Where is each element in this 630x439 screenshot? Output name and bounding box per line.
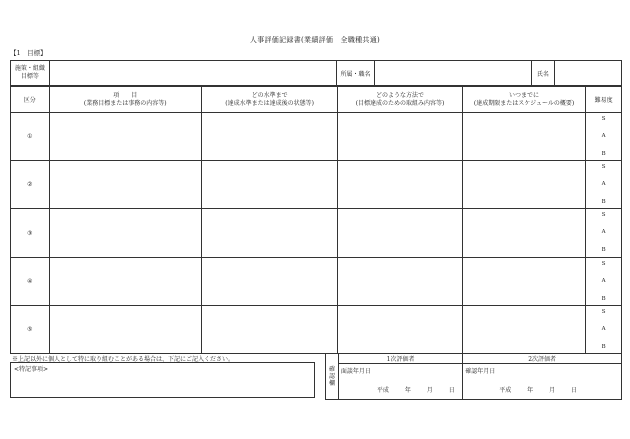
deadline-cell[interactable] xyxy=(462,305,586,353)
difficulty-s[interactable]: S xyxy=(601,212,606,219)
policy-label-cell xyxy=(11,61,50,86)
method-cell[interactable] xyxy=(338,113,463,161)
difficulty-s[interactable]: S xyxy=(601,308,606,315)
level-header xyxy=(201,87,337,113)
item-cell[interactable] xyxy=(49,305,201,353)
policy-input-cell[interactable] xyxy=(49,61,337,86)
policy-label-line1: 施策・組織 xyxy=(14,65,45,72)
level-cell[interactable] xyxy=(201,305,337,353)
form-title: 人事評価記録書(業績評価 全職種共通) xyxy=(249,36,381,44)
difficulty-s[interactable]: S xyxy=(601,164,606,171)
evaluator2-cell[interactable] xyxy=(463,364,622,400)
evaluator2-header: 2次評価者 xyxy=(463,354,622,364)
deadline-header-line1: いつまでに xyxy=(509,91,540,99)
difficulty-cell[interactable] xyxy=(586,161,622,209)
deadline-cell[interactable] xyxy=(462,209,586,257)
section-heading: 【1 目標】 xyxy=(10,49,47,57)
method-header-line2: (目標達成のための取組み内容等) xyxy=(355,99,445,107)
difficulty-b[interactable]: B xyxy=(601,151,606,158)
item-cell[interactable] xyxy=(49,209,201,257)
deadline-header xyxy=(462,87,586,113)
era-label: 平成 xyxy=(499,387,512,394)
goals-header-row xyxy=(11,87,622,113)
item-cell[interactable] xyxy=(49,113,201,161)
name-input-cell[interactable] xyxy=(554,61,621,86)
name-label-cell: 氏名 xyxy=(531,61,554,86)
year-label: 年 xyxy=(527,387,534,394)
difficulty-s[interactable]: S xyxy=(601,260,606,267)
dept-input-cell[interactable] xyxy=(374,61,531,86)
row-number: ① xyxy=(11,113,50,161)
special-notes-box[interactable] xyxy=(10,362,315,398)
row-number: ④ xyxy=(11,257,50,305)
year-label: 年 xyxy=(404,387,411,394)
level-cell[interactable] xyxy=(201,161,337,209)
header-info-table xyxy=(10,60,622,86)
dept-label-cell: 所属・職名 xyxy=(337,61,375,86)
confirm-side-label xyxy=(326,354,339,400)
level-cell[interactable] xyxy=(201,209,337,257)
confirm-date-label: 確認年月日 xyxy=(465,368,496,375)
day-label: 日 xyxy=(571,387,578,394)
level-header-line1: どの水準まで xyxy=(251,91,288,99)
goal-row xyxy=(11,257,622,305)
difficulty-cell[interactable] xyxy=(586,257,622,305)
evaluator1-header: 1次評価者 xyxy=(338,354,462,364)
month-label: 月 xyxy=(549,387,556,394)
difficulty-a[interactable]: A xyxy=(601,133,606,140)
level-cell[interactable] xyxy=(201,113,337,161)
item-cell[interactable] xyxy=(49,257,201,305)
difficulty-b[interactable]: B xyxy=(601,199,606,206)
level-cell[interactable] xyxy=(201,257,337,305)
era-label: 平成 xyxy=(376,387,389,394)
confirm-side-char1: 確 xyxy=(328,366,335,373)
deadline-header-line2: (達成期限またはスケジュールの概要) xyxy=(473,99,575,107)
evaluator1-cell[interactable] xyxy=(338,364,462,400)
goal-row xyxy=(11,113,622,161)
month-label: 月 xyxy=(426,387,433,394)
confirm-side-char2: 認 xyxy=(328,373,335,380)
item-cell[interactable] xyxy=(49,161,201,209)
note-text: ※上記以外に個人として特に取り組むことがある場合は、下記にご記入ください。 xyxy=(12,356,235,363)
confirm-date-fields xyxy=(499,385,577,394)
method-cell[interactable] xyxy=(338,257,463,305)
confirmation-table xyxy=(325,353,622,400)
interview-date-fields xyxy=(377,385,455,394)
row-number: ③ xyxy=(11,209,50,257)
method-header-line1: どのような方法で xyxy=(376,91,425,99)
level-header-line2: (達成水準または達成後の状態等) xyxy=(225,99,314,107)
method-cell[interactable] xyxy=(338,305,463,353)
item-header xyxy=(49,87,201,113)
method-cell[interactable] xyxy=(338,209,463,257)
goals-table xyxy=(10,86,622,354)
difficulty-cell[interactable] xyxy=(586,209,622,257)
difficulty-a[interactable]: A xyxy=(601,181,606,188)
difficulty-cell[interactable] xyxy=(586,113,622,161)
goal-row xyxy=(11,305,622,353)
special-notes-label: <特記事項> xyxy=(14,366,49,373)
method-cell[interactable] xyxy=(338,161,463,209)
difficulty-a[interactable]: A xyxy=(601,277,606,284)
deadline-cell[interactable] xyxy=(462,161,586,209)
method-header xyxy=(338,87,463,113)
policy-label-line2: 目標等 xyxy=(20,73,39,80)
deadline-cell[interactable] xyxy=(462,113,586,161)
goal-row xyxy=(11,209,622,257)
confirm-side-char3: 欄 xyxy=(328,380,335,387)
difficulty-header: 難易度 xyxy=(586,87,622,113)
deadline-cell[interactable] xyxy=(462,257,586,305)
difficulty-a[interactable]: A xyxy=(601,229,606,236)
item-header-line2: (業務目標または事務の内容等) xyxy=(83,99,167,107)
row-number: ⑤ xyxy=(11,305,50,353)
difficulty-cell[interactable] xyxy=(586,305,622,353)
goal-row xyxy=(11,161,622,209)
interview-date-label: 面談年月日 xyxy=(340,368,371,375)
day-label: 日 xyxy=(448,387,455,394)
item-header-line1: 項 目 xyxy=(113,91,138,99)
kubun-header: 区分 xyxy=(11,87,50,113)
difficulty-b[interactable]: B xyxy=(601,343,606,350)
difficulty-b[interactable]: B xyxy=(601,295,606,302)
difficulty-b[interactable]: B xyxy=(601,247,606,254)
difficulty-s[interactable]: S xyxy=(601,116,606,123)
row-number: ② xyxy=(11,161,50,209)
difficulty-a[interactable]: A xyxy=(601,325,606,332)
